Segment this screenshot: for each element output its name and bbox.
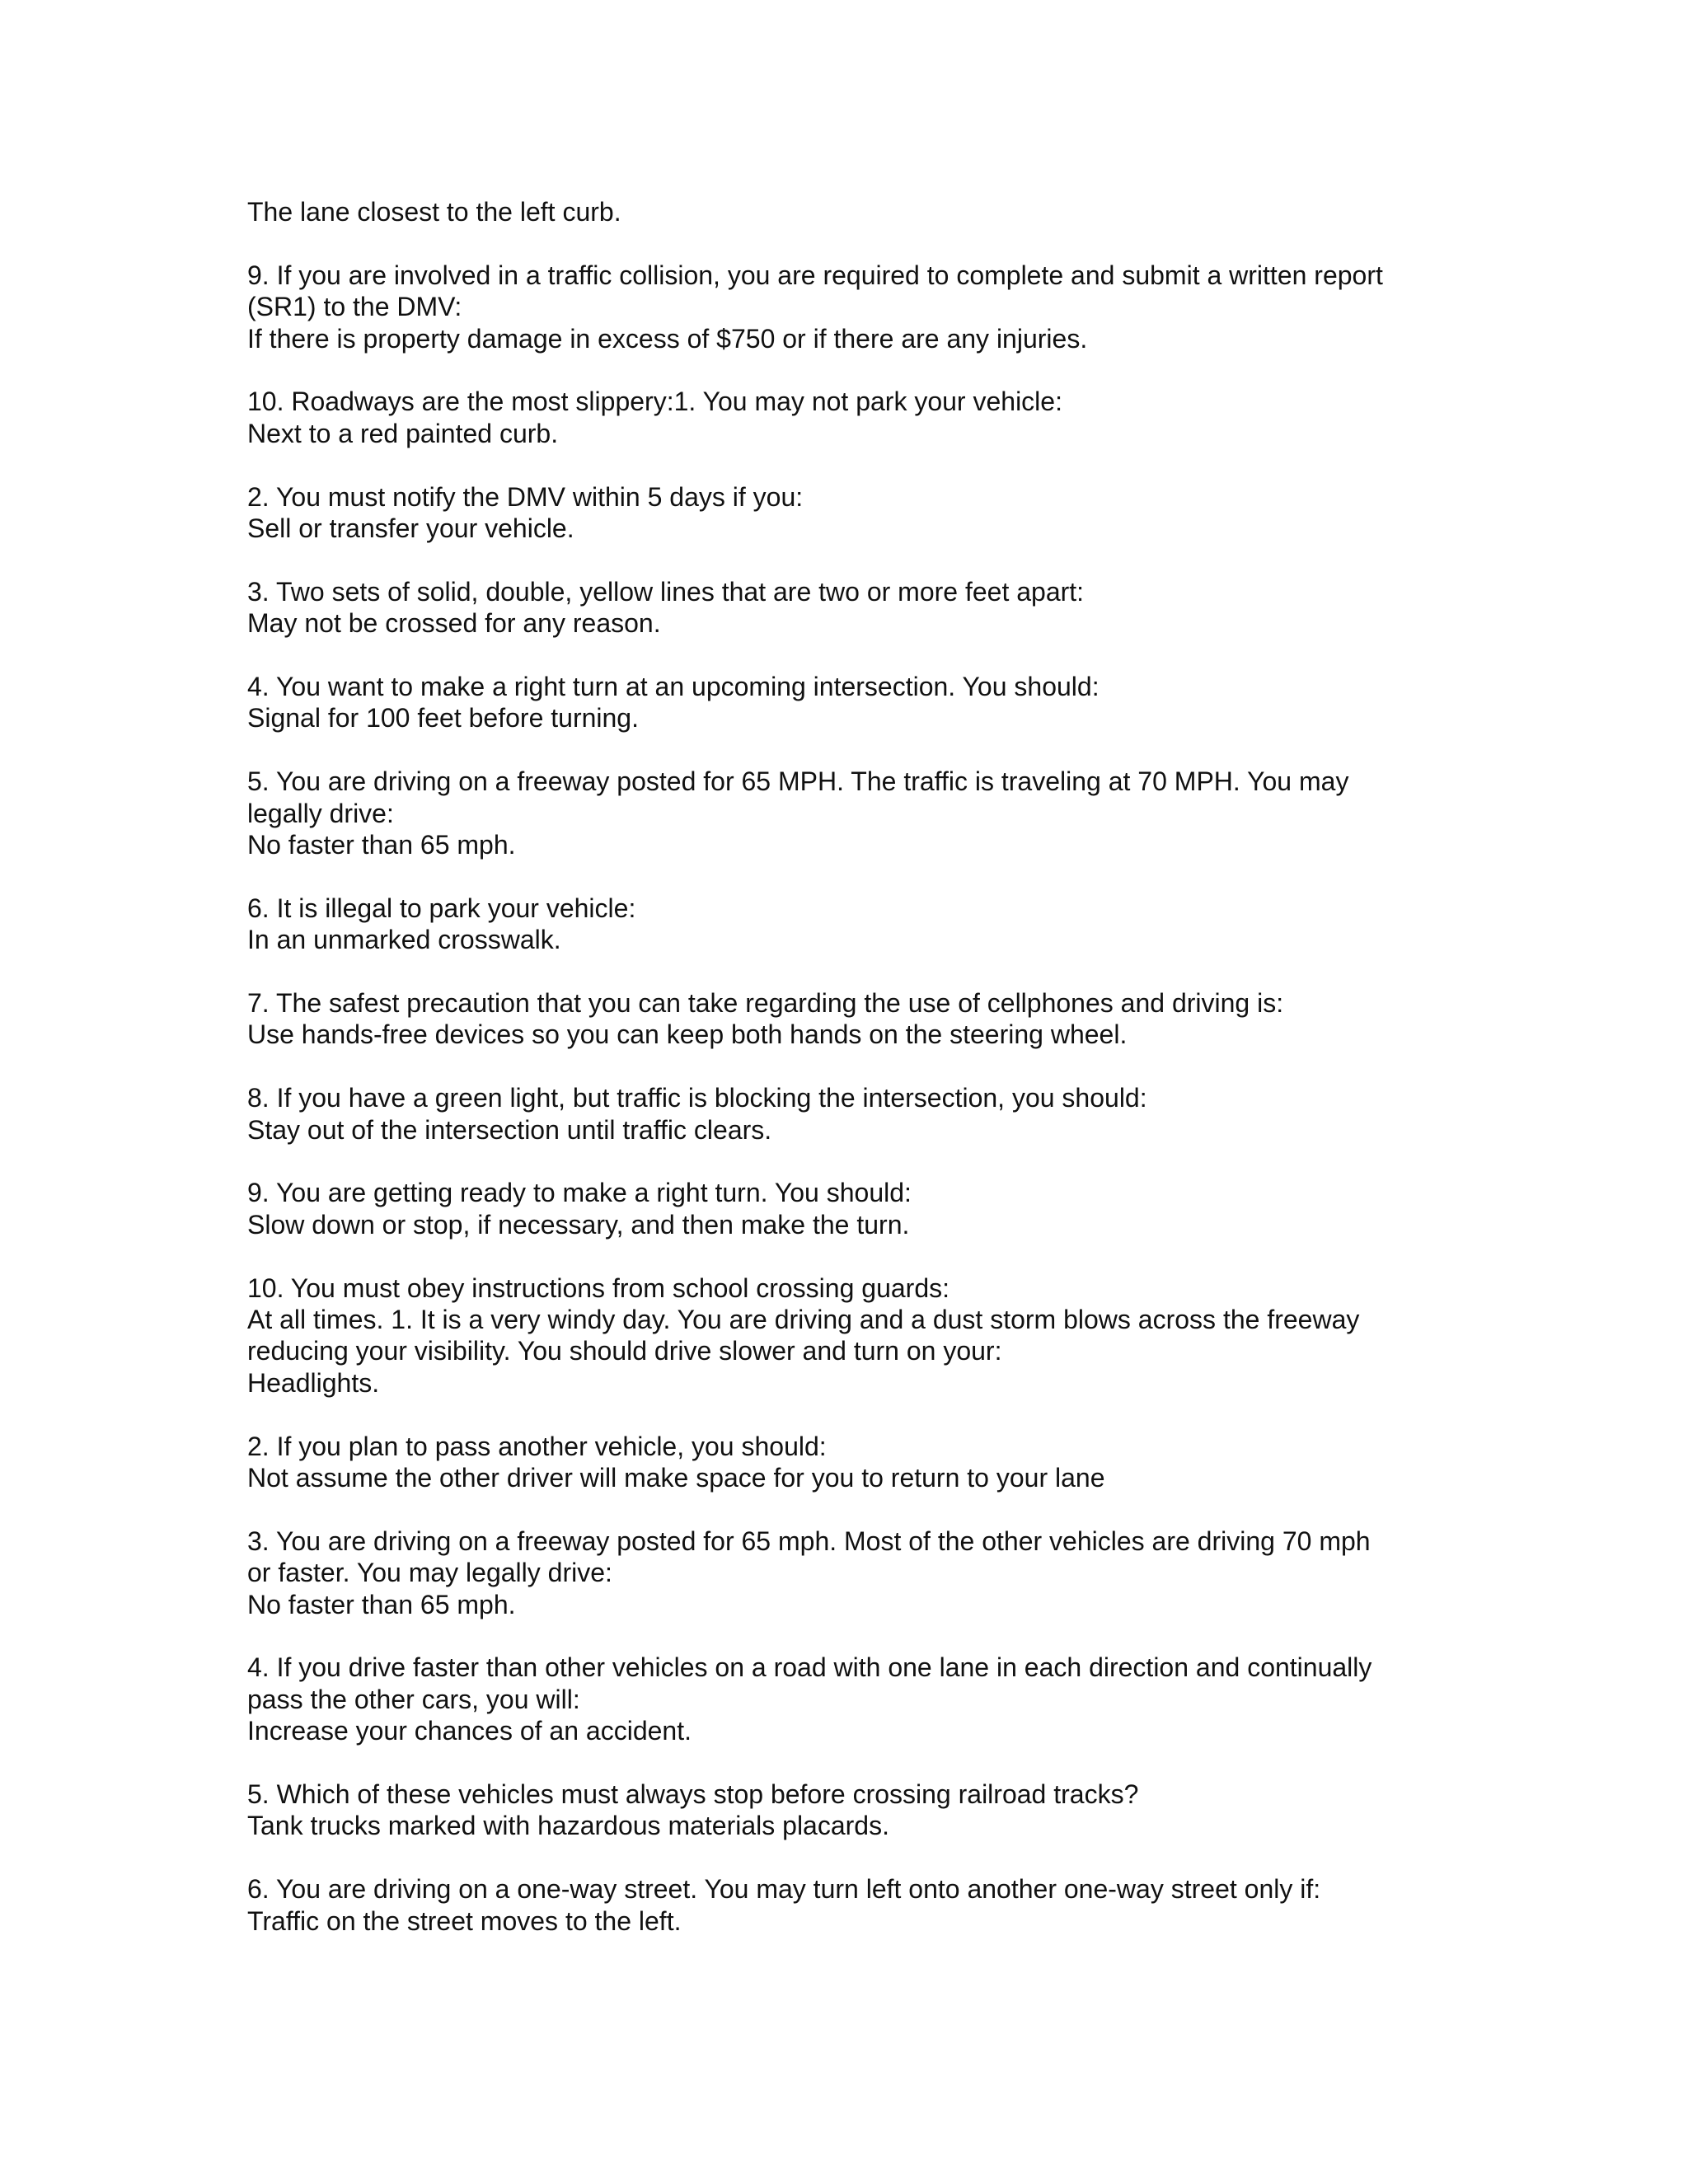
answer-line: Slow down or stop, if necessary, and then make the turn. — [247, 1209, 910, 1240]
question-block — [247, 1652, 1451, 1746]
text-block — [247, 196, 1451, 227]
question-block — [247, 1177, 1451, 1240]
question-block — [247, 766, 1451, 860]
question-line: 6. It is illegal to park your vehicle: — [247, 893, 636, 923]
answer-line: Tank trucks marked with hazardous materials placards. — [247, 1811, 889, 1841]
question-line: 3. You are driving on a freeway posted for 65 mph. Most of the other vehicles are driving 70 mph — [247, 1526, 1371, 1556]
answer-line: Headlights. — [247, 1367, 380, 1398]
question-line: 10. Roadways are the most slippery:1. You may not park your vehicle: — [247, 387, 1062, 417]
question-line: (SR1) to the DMV: — [247, 292, 462, 322]
question-line: 6. You are driving on a one-way street. You may turn left onto another one-way street only if: — [247, 1874, 1321, 1905]
question-block — [247, 576, 1451, 640]
question-line: 4. You want to make a right turn at an upcoming intersection. You should: — [247, 672, 1100, 702]
question-block — [247, 386, 1451, 449]
question-block — [247, 1873, 1451, 1937]
question-line: 3. Two sets of solid, double, yellow lines that are two or more feet apart: — [247, 576, 1085, 607]
answer-line: Signal for 100 feet before turning. — [247, 703, 639, 733]
question-line: 9. If you are involved in a traffic collision, you are required to complete and submit a written report — [247, 260, 1383, 290]
question-block — [247, 1082, 1451, 1146]
question-block — [247, 1431, 1451, 1494]
question-line: 4. If you drive faster than other vehicles on a road with one lane in each direction and continually — [247, 1652, 1372, 1683]
question-block — [247, 1779, 1451, 1842]
question-line: 5. Which of these vehicles must always stop before crossing railroad tracks? — [247, 1779, 1139, 1810]
answer-line: Traffic on the street moves to the left. — [247, 1905, 682, 1936]
question-line: reducing your visibility. You should drive slower and turn on your: — [247, 1336, 1002, 1366]
question-line: 9. You are getting ready to make a right turn. You should: — [247, 1178, 912, 1208]
answer-line: If there is property damage in excess of $750 or if there are any injuries. — [247, 323, 1088, 354]
question-block — [247, 893, 1451, 956]
answer-line: May not be crossed for any reason. — [247, 608, 661, 639]
question-line: 7. The safest precaution that you can take regarding the use of cellphones and driving is: — [247, 988, 1284, 1019]
answer-line: At all times. 1. It is a very windy day. You are driving and a dust storm blows across the freeway — [247, 1305, 1360, 1335]
question-block — [247, 1526, 1451, 1620]
question-line: 5. You are driving on a freeway posted for 65 MPH. The traffic is traveling at 70 MPH. You may — [247, 766, 1349, 797]
answer-line: Increase your chances of an accident. — [247, 1716, 692, 1746]
answer-line: Next to a red painted curb. — [247, 418, 559, 448]
question-line: 2. You must notify the DMV within 5 days if you: — [247, 481, 804, 512]
question-block — [247, 1272, 1451, 1399]
answer-line: Stay out of the intersection until traffic clears. — [247, 1114, 772, 1145]
question-line: pass the other cars, you will: — [247, 1684, 580, 1714]
document-body — [247, 196, 1451, 1968]
answer-line: No faster than 65 mph. — [247, 830, 516, 860]
text-line: The lane closest to the left curb. — [247, 197, 621, 227]
question-line: 2. If you plan to pass another vehicle, you should: — [247, 1431, 827, 1461]
answer-line: No faster than 65 mph. — [247, 1589, 516, 1619]
question-line: 8. If you have a green light, but traffic is blocking the intersection, you should: — [247, 1083, 1147, 1113]
question-block — [247, 260, 1451, 354]
question-line: legally drive: — [247, 798, 394, 828]
answer-line: Sell or transfer your vehicle. — [247, 513, 574, 544]
question-block — [247, 671, 1451, 734]
question-line: 10. You must obey instructions from school crossing guards: — [247, 1272, 950, 1303]
question-block — [247, 481, 1451, 545]
answer-line: Not assume the other driver will make space for you to return to your lane — [247, 1463, 1105, 1493]
question-block — [247, 987, 1451, 1051]
answer-line: Use hands-free devices so you can keep both hands on the steering wheel. — [247, 1019, 1128, 1050]
answer-line: In an unmarked crosswalk. — [247, 925, 561, 955]
question-line: or faster. You may legally drive: — [247, 1558, 612, 1588]
